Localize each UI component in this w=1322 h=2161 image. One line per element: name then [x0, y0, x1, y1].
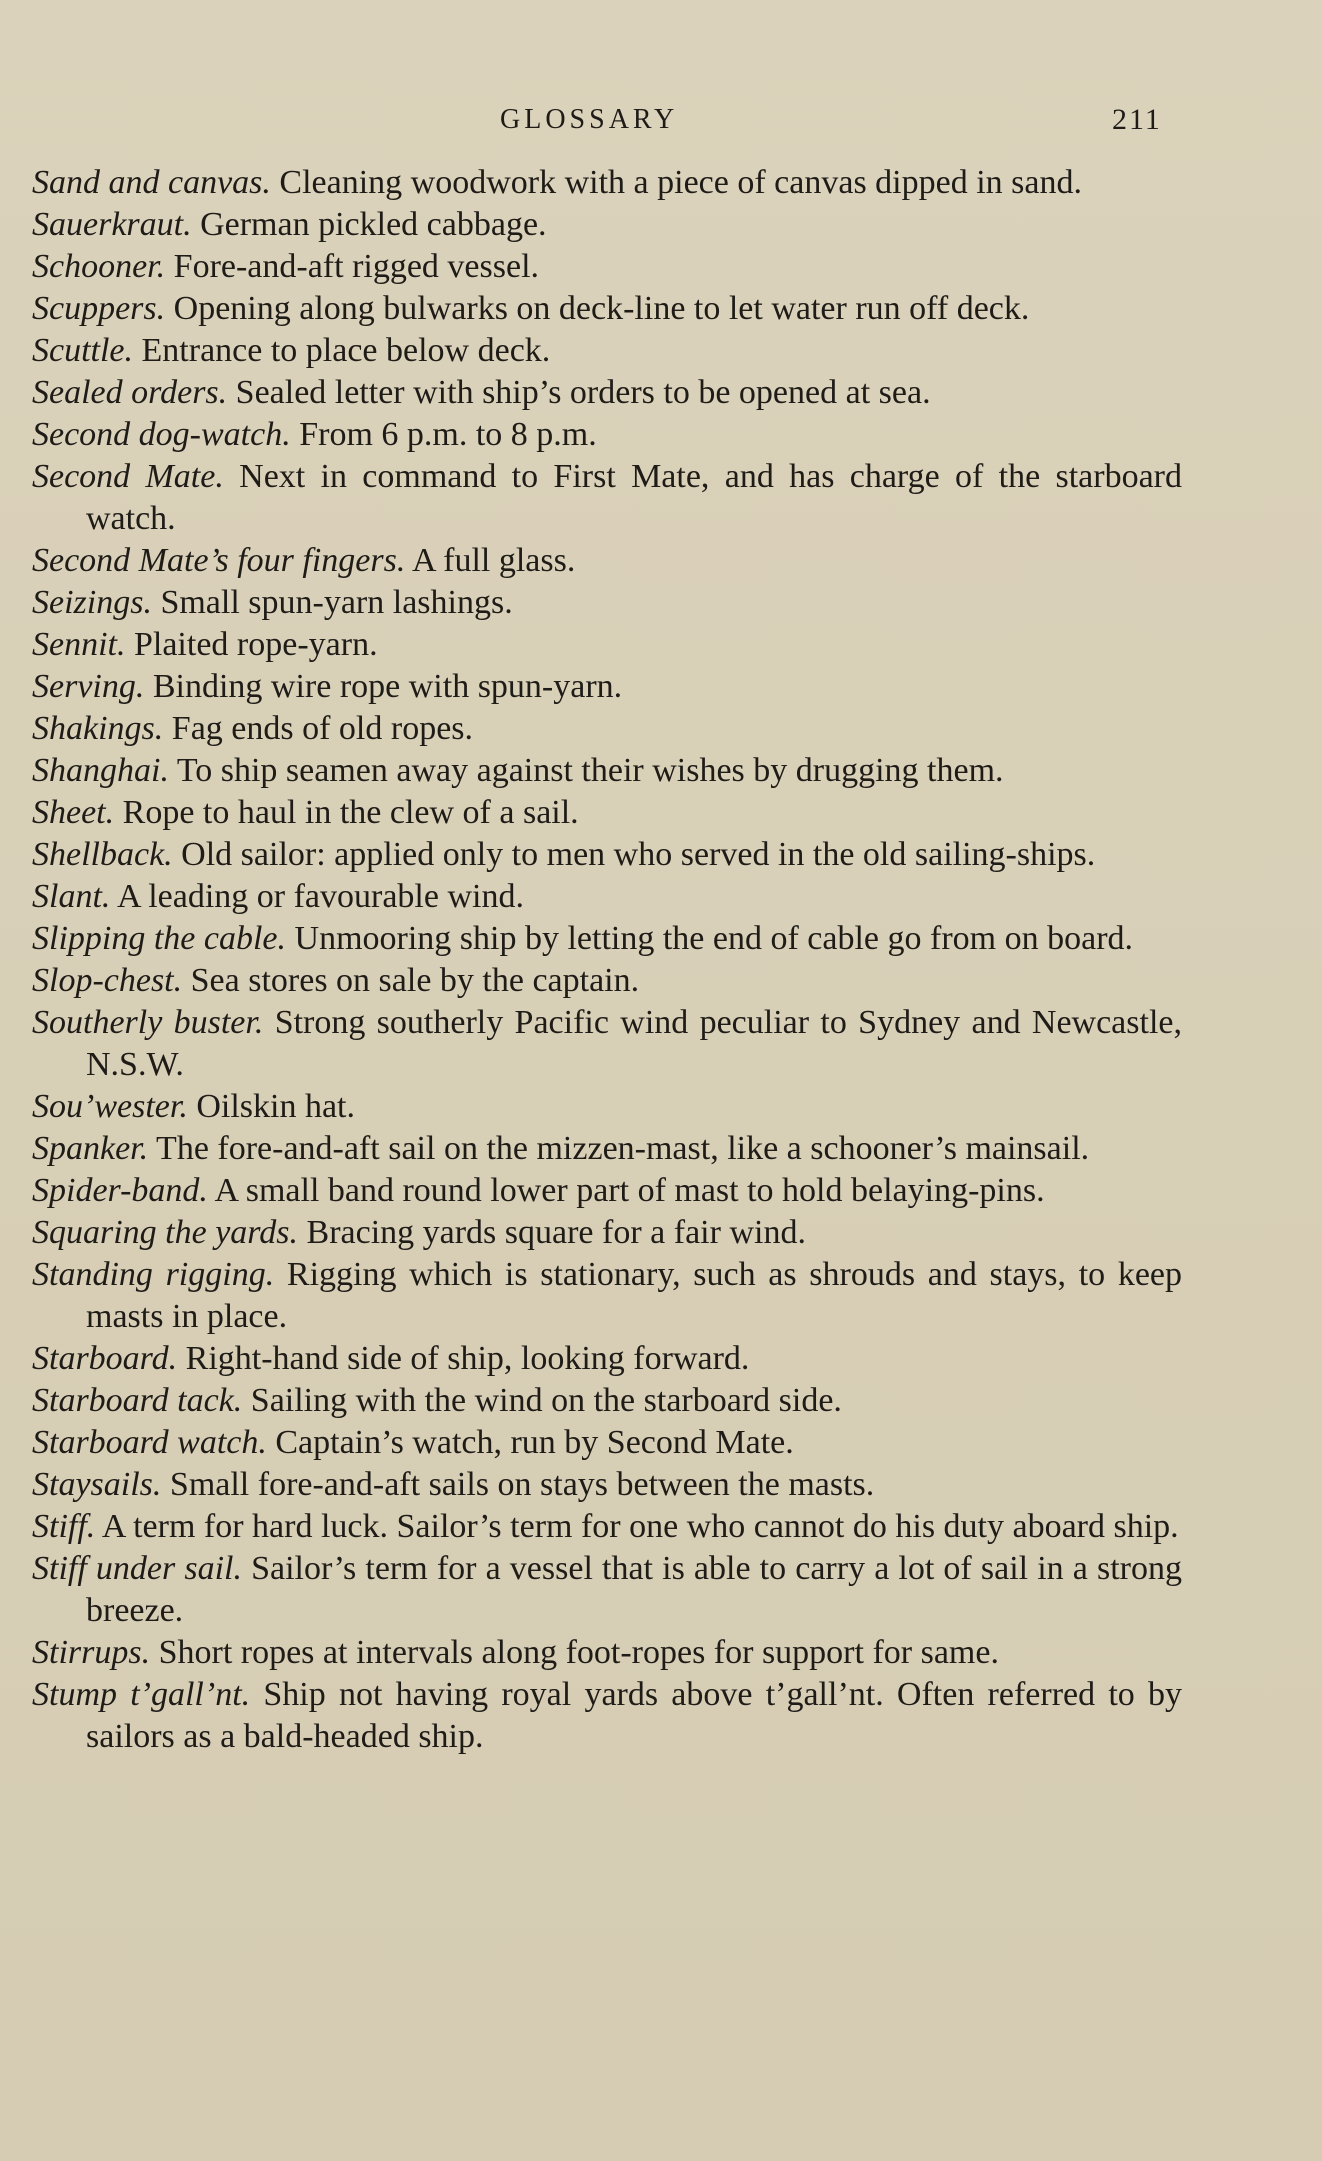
entry-definition: A leading or favourable wind. [117, 878, 524, 915]
entry-definition: Unmooring ship by letting the end of cable go from on board. [294, 920, 1134, 957]
glossary-entry [32, 708, 1182, 750]
glossary-entry [32, 540, 1182, 582]
entry-term: Shanghai. [32, 752, 169, 789]
entry-definition: Captain’s watch, run by Second Mate. [275, 1424, 794, 1461]
glossary-entry [32, 1506, 1182, 1548]
entry-term: Stirrups. [32, 1634, 151, 1671]
glossary-entry [32, 624, 1182, 666]
glossary-entry [32, 582, 1182, 624]
entry-term: Slipping the cable. [32, 920, 287, 957]
entry-definition: Ship not having royal yards above t’gall’nt. Often referred to by sailors as a bald-headed ship. [86, 1676, 1183, 1755]
glossary-list [32, 162, 1182, 1758]
entry-definition: Oilskin hat. [196, 1088, 355, 1125]
entry-term: Sennit. [32, 626, 126, 663]
glossary-entry [32, 330, 1182, 372]
entry-definition: Rigging which is stationary, such as shrouds and stays, to keep masts in place. [86, 1256, 1183, 1335]
entry-definition: Cleaning woodwork with a piece of canvas dipped in sand. [279, 164, 1082, 201]
entry-term: Southerly buster. [32, 1004, 264, 1041]
entry-definition: To ship seamen away against their wishes by drugging them. [176, 752, 1004, 789]
entry-definition: Sailor’s term for a vessel that is able to carry a lot of sail in a strong breeze. [86, 1550, 1183, 1629]
entry-definition: Fag ends of old ropes. [171, 710, 474, 747]
entry-term: Second Mate. [32, 458, 224, 495]
glossary-entry [32, 918, 1182, 960]
glossary-entry [32, 1548, 1182, 1632]
entry-term: Spanker. [32, 1130, 149, 1167]
entry-definition: Plaited rope-yarn. [133, 626, 378, 663]
entry-definition: A full glass. [411, 542, 576, 579]
entry-term: Scuppers. [32, 290, 166, 327]
glossary-entry [32, 960, 1182, 1002]
entry-term: Slant. [32, 878, 111, 915]
entry-term: Shellback. [32, 836, 173, 873]
glossary-entry [32, 1170, 1182, 1212]
entry-definition: The fore-and-aft sail on the mizzen-mast, like a schooner’s mainsail. [156, 1130, 1090, 1167]
entry-definition: German pickled cabbage. [200, 206, 547, 243]
glossary-entry [32, 1380, 1182, 1422]
glossary-entry [32, 414, 1182, 456]
entry-definition: A small band round lower part of mast to hold belaying-pins. [214, 1172, 1045, 1209]
entry-term: Schooner. [32, 248, 166, 285]
glossary-entry [32, 1212, 1182, 1254]
glossary-entry [32, 1002, 1182, 1086]
glossary-entry [32, 1464, 1182, 1506]
entry-definition: Next in command to First Mate, and has charge of the starboard watch. [86, 458, 1183, 537]
entry-term: Stiff. [32, 1508, 96, 1545]
glossary-entry [32, 1632, 1182, 1674]
entry-term: Shakings. [32, 710, 164, 747]
entry-definition: Rope to haul in the clew of a sail. [122, 794, 579, 831]
glossary-entry [32, 792, 1182, 834]
entry-definition: Small fore-and-aft sails on stays between the masts. [169, 1466, 875, 1503]
entry-definition: Small spun-yarn lashings. [160, 584, 513, 621]
entry-term: Sou’wester. [32, 1088, 188, 1125]
glossary-entry [32, 1128, 1182, 1170]
running-head: GLOSSARY [500, 104, 679, 135]
entry-term: Spider-band. [32, 1172, 208, 1209]
entry-term: Slop-chest. [32, 962, 183, 999]
glossary-entry [32, 1086, 1182, 1128]
entry-definition: Right-hand side of ship, looking forward. [185, 1340, 750, 1377]
entry-definition: A term for hard luck. Sailor’s term for one who cannot do his duty aboard ship. [101, 1508, 1179, 1545]
entry-definition: Short ropes at intervals along foot-ropes for support for same. [158, 1634, 999, 1671]
glossary-entry [32, 1674, 1182, 1758]
glossary-entry [32, 750, 1182, 792]
entry-term: Squaring the yards. [32, 1214, 299, 1251]
entry-term: Seizings. [32, 584, 152, 621]
glossary-entry [32, 834, 1182, 876]
entry-definition: From 6 p.m. to 8 p.m. [299, 416, 597, 453]
glossary-entry [32, 1254, 1182, 1338]
entry-term: Scuttle. [32, 332, 134, 369]
entry-term: Stiff under sail. [32, 1550, 242, 1587]
glossary-entry [32, 372, 1182, 414]
glossary-entry [32, 1338, 1182, 1380]
entry-definition: Opening along bulwarks on deck-line to let water run off deck. [173, 290, 1030, 327]
entry-term: Sand and canvas. [32, 164, 271, 201]
entry-term: Sheet. [32, 794, 115, 831]
entry-term: Standing rigging. [32, 1256, 275, 1293]
glossary-entry [32, 666, 1182, 708]
glossary-entry [32, 288, 1182, 330]
entry-term: Sealed orders. [32, 374, 228, 411]
entry-definition: Fore-and-aft rigged vessel. [173, 248, 540, 285]
entry-term: Second dog-watch. [32, 416, 291, 453]
page-number: 211 [1112, 103, 1162, 136]
page-header [0, 100, 1322, 140]
entry-definition: Sailing with the wind on the starboard side. [250, 1382, 842, 1419]
entry-term: Second Mate’s four fingers. [32, 542, 406, 579]
entry-term: Starboard watch. [32, 1424, 267, 1461]
entry-definition: Sea stores on sale by the captain. [190, 962, 640, 999]
glossary-entry [32, 1422, 1182, 1464]
glossary-entry [32, 246, 1182, 288]
glossary-entry [32, 876, 1182, 918]
entry-term: Starboard. [32, 1340, 178, 1377]
glossary-entry [32, 204, 1182, 246]
glossary-entry [32, 456, 1182, 540]
entry-definition: Entrance to place below deck. [141, 332, 551, 369]
entry-term: Starboard tack. [32, 1382, 243, 1419]
entry-definition: Binding wire rope with spun-yarn. [152, 668, 623, 705]
entry-definition: Sealed letter with ship’s orders to be opened at sea. [235, 374, 931, 411]
entry-term: Stump t’gall’nt. [32, 1676, 251, 1713]
glossary-entry [32, 162, 1182, 204]
entry-term: Sauerkraut. [32, 206, 192, 243]
entry-definition: Old sailor: applied only to men who served in the old sailing-ships. [181, 836, 1096, 873]
entry-definition: Bracing yards square for a fair wind. [306, 1214, 806, 1251]
entry-term: Serving. [32, 668, 145, 705]
entry-term: Staysails. [32, 1466, 162, 1503]
entry-definition: Strong southerly Pacific wind peculiar to Sydney and Newcastle, N.S.W. [86, 1004, 1182, 1083]
